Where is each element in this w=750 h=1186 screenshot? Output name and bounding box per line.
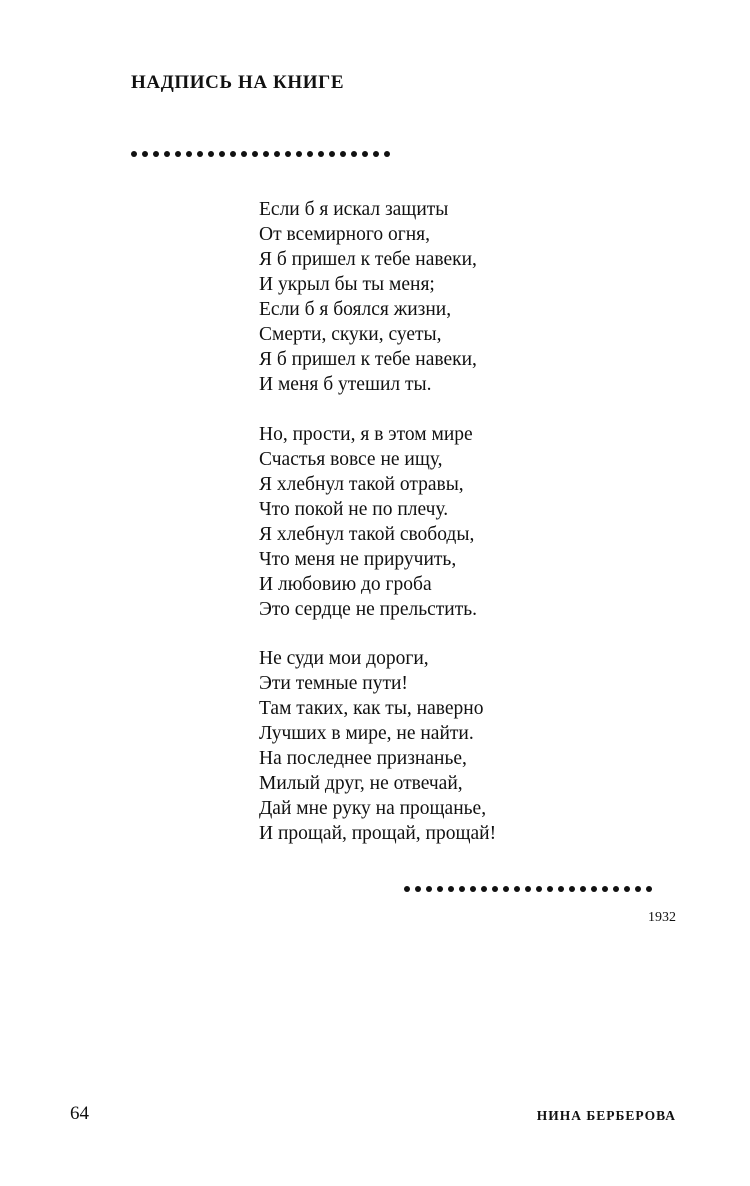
poem-line: Если б я искал защиты	[259, 199, 449, 220]
poem-line: Дай мне руку на прощанье,	[259, 798, 487, 819]
poem-title: НАДПИСЬ НА КНИГЕ	[131, 72, 345, 93]
page-number: 64	[70, 1103, 89, 1124]
poem-line: Но, прости, я в этом мире	[259, 423, 473, 445]
poem-line: И любовию до гроба	[259, 573, 432, 595]
poem-line: Что меня не приручить,	[259, 548, 457, 570]
poem-line: Счастья вовсе не ищу,	[259, 448, 443, 470]
poem-line: И прощай, прощай, прощай!	[259, 823, 497, 844]
poem-line: Лучших в мире, не найти.	[259, 723, 474, 744]
poem-line: Я хлебнул такой отравы,	[259, 473, 464, 495]
poem-line: Милый друг, не отвечай,	[259, 773, 463, 794]
poem-line: Это сердце не прельстить.	[259, 598, 478, 620]
poem-year: 1932	[648, 910, 676, 925]
stanza	[259, 422, 589, 622]
poem-line: Я б пришел к тебе навеки,	[259, 349, 477, 370]
poem-line: От всемирного огня,	[259, 224, 430, 245]
poem-line: Не суди мои дороги,	[259, 648, 429, 669]
poem-line: Что покой не по плечу.	[259, 498, 449, 520]
bottom-dotted-ornament	[404, 886, 652, 894]
stanza	[259, 197, 589, 397]
top-dotted-ornament	[131, 151, 390, 159]
poem-line: И меня б утешил ты.	[259, 374, 432, 395]
poem-line: И укрыл бы ты меня;	[259, 274, 435, 295]
stanza	[259, 646, 589, 846]
poem-line: На последнее признанье,	[259, 748, 467, 769]
poem-line: Если б я боялся жизни,	[259, 299, 452, 320]
poem-line: Я хлебнул такой свободы,	[259, 523, 475, 545]
poem-line: Я б пришел к тебе навеки,	[259, 249, 477, 270]
poem-line: Эти темные пути!	[259, 673, 408, 694]
poem-body	[259, 197, 589, 871]
poem-line: Смерти, скуки, суеты,	[259, 324, 442, 345]
poem-line: Там таких, как ты, наверно	[259, 698, 484, 719]
author-running-footer: НИНА БЕРБЕРОВА	[536, 1108, 676, 1123]
